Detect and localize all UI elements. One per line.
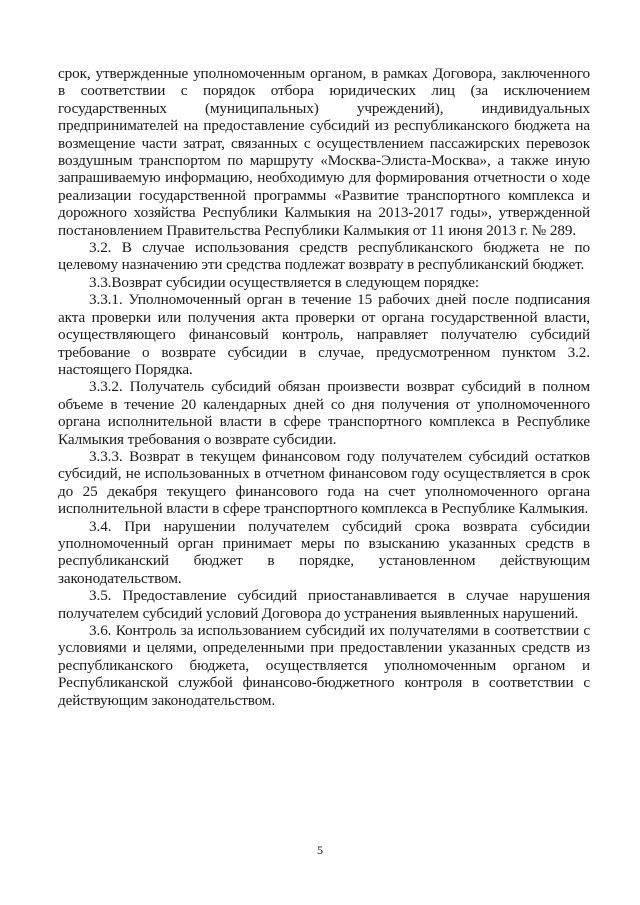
paragraph-3-6: 3.6. Контроль за использованием субсидий их получателями в соответствии с условиями и целями, определенными при предоставлении указанных средств из республиканского бюджета, осуществляется уполномоченным органом и Республиканской службой финансово-бюджетного контроля в соответствии с действующим законодательством. xyxy=(58,622,590,709)
paragraph-3-3-3: 3.3.3. Возврат в текущем финансовом году получателем субсидий остатков субсидий, не использованных в отчетном финансовом году осуществляется в срок до 25 декабря текущего финансового года на счет уполномоченного органа исполнительной власти в сфере транспортного комплекса в Республике Калмыкия. xyxy=(58,447,590,518)
paragraph-3-2: 3.2. В случае использования средств республиканского бюджета не по целевому назначению эти средства подлежат возврату в республиканский бюджет. xyxy=(58,239,590,274)
paragraph-3-4: 3.4. При нарушении получателем субсидий срока возврата субсидии уполномоченный орган принимает меры по взысканию указанных средств в республиканский бюджет в порядке, установленном действующим законодательством. xyxy=(58,517,590,587)
page-number: 5 xyxy=(317,843,323,857)
document-body xyxy=(58,65,590,709)
paragraph-3-3-1: 3.3.1. Уполномоченный орган в течение 15 рабочих дней после подписания акта проверки или получения акта проверки от органа государственной власти, осуществляющего финансовый контроль, направляет получателю субсидий требование о возврате субсидии в случае, предусмотренном пунктом 3.2. настоящего Порядка. xyxy=(58,291,590,378)
paragraph-3-3-2: 3.3.2. Получатель субсидий обязан произвести возврат субсидий в полном объеме в течение 20 календарных дней со дня получения от уполномоченного органа исполнительной власти в сфере транспортного комплекса в Республике Калмыкия требования о возврате субсидии. xyxy=(58,378,590,448)
paragraph-3-3: 3.3.Возврат субсидии осуществляется в следующем порядке: xyxy=(89,273,480,291)
paragraph-3-5: 3.5. Предоставление субсидий приостанавливается в случае нарушения получателем субсидий условий Договора до устранения выявленных нарушений. xyxy=(58,587,590,622)
paragraph-continuation: срок, утвержденные уполномоченным органом, в рамках Договора, заключенного в соответствии с порядок отбора юридических лиц (за исключением государственных (муниципальных) учреждений), индивидуальных предпринимателей на предоставление субсидий из республиканского бюджета на возмещение части затрат, связанных с осуществлением пассажирских перевозок воздушным транспортом по маршруту «Москва-Элиста-Москва», а также иную запрашиваемую информацию, необходимую для формирования отчетности о ходе реализации государственной программы «Развитие транспортного комплекса и дорожного хозяйства Республики Калмыкия на 2013-2017 годы», утвержденной постановлением Правительства Республики Калмыкия от 11 июня 2013 г. № 289. xyxy=(58,65,590,239)
